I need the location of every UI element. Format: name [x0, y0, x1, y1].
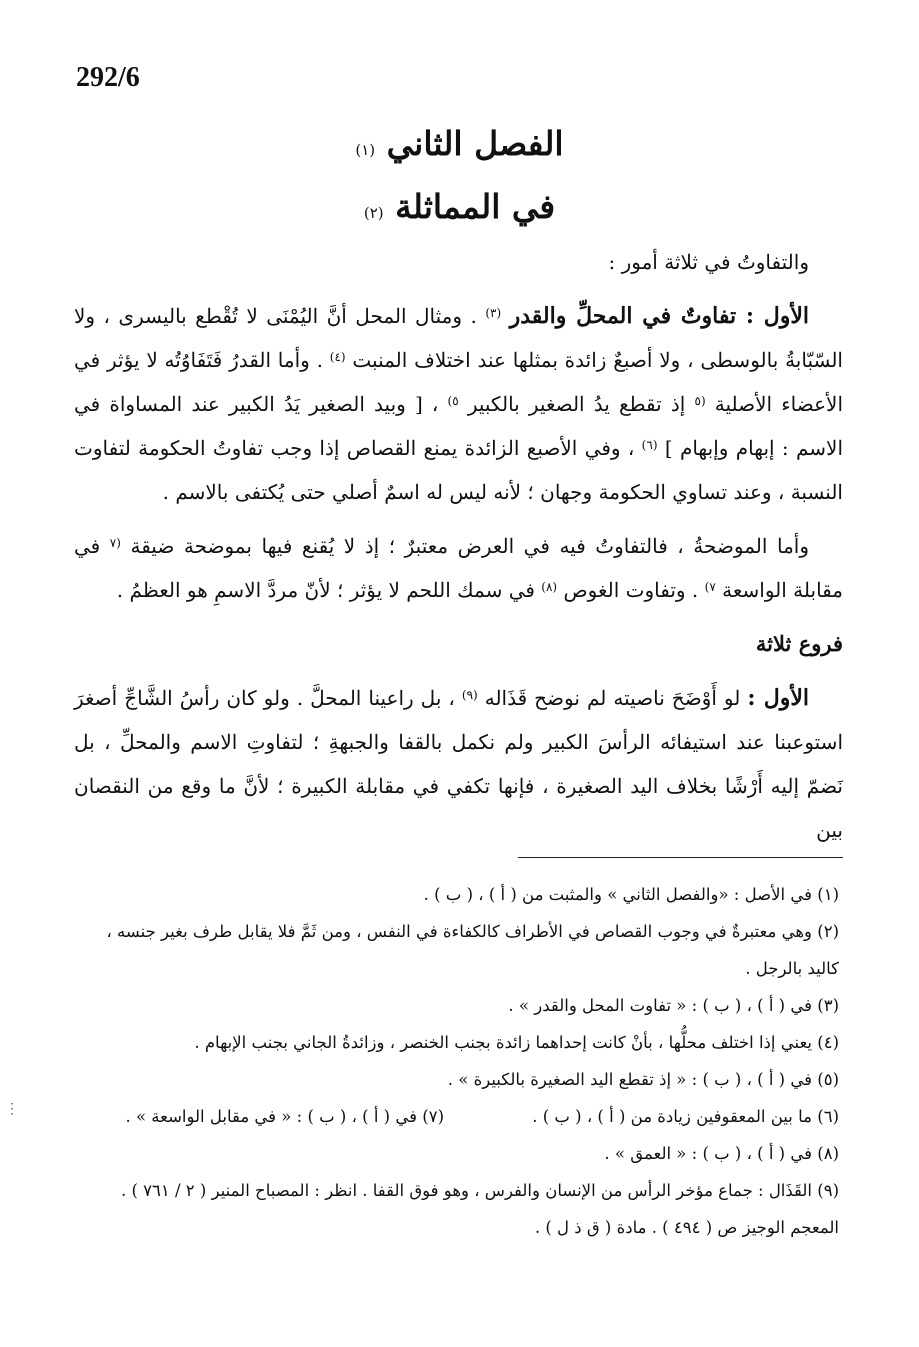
footnote-ref: (٣) [485, 306, 502, 320]
footnote-ref: (٧ [109, 536, 121, 550]
footnote-ref: (٩) [461, 688, 478, 702]
chapter-title [0, 124, 919, 163]
paragraph-wound [74, 524, 843, 612]
page-number: 292/6 [76, 62, 140, 93]
margin-mark: ⋮ [5, 1101, 19, 1117]
footnote-7: (٧) في ( أ ) ، ( ب ) : « في مقابل الواسعة » . [125, 1107, 444, 1126]
paragraph-text: . وتفاوت الغوص [563, 578, 699, 602]
paragraph-text: . ومثال المحل أنَّ اليُمْنَى لا تُقْطع باليسرى ، ولا السّبّابةُ بالوسطى ، ولا أصبعٌ زائدة بمثلها عند اختلاف المنبت [74, 304, 843, 372]
paragraph-text: في سمك اللحم لا يؤثر ؛ لأنّ مردَّ الاسمِ هو العظمُ . [116, 578, 535, 602]
footnotes [74, 876, 839, 1246]
footnote-divider [518, 857, 843, 858]
paragraph-text: لو أَوْضَحَ ناصيته لم نوضح قَذَاله [484, 686, 741, 710]
main-text [74, 240, 843, 852]
paragraph-branch-one [74, 676, 843, 852]
footnote-8: (٨) في ( أ ) ، ( ب ) : « العمق » . [604, 1144, 839, 1163]
paragraph-lead: الأول : [747, 685, 810, 711]
chapter-title-footnote-ref: (١) [355, 141, 376, 159]
footnote-9: (٩) القَذَال : جماع مؤخر الرأس من الإنسان والفرس ، وهو فوق القفا . انظر : المصباح المنير ( ٢ / ٧٦١ ) . المعجم الوجيز ص ( ٤٩٤ ) . مادة ( ق ذ ل ) . [120, 1181, 839, 1237]
footnote-5: (٥) في ( أ ) ، ( ب ) : « إذ تقطع اليد الصغيرة بالكبيرة » . [447, 1070, 839, 1089]
chapter-subtitle-text: في المماثلة [395, 187, 556, 226]
chapter-title-text: الفصل الثاني [386, 124, 564, 163]
footnote-ref: ٧) [704, 580, 716, 594]
chapter-subtitle [0, 187, 919, 226]
chapter-subtitle-footnote-ref: (٢) [363, 204, 384, 222]
paragraph-text: في مقابلة الواسعة [74, 534, 843, 602]
footnote-6: (٦) ما بين المعقوفين زيادة من ( أ ) ، ( ب ) . [532, 1107, 839, 1126]
footnote-ref: (٨) [541, 580, 558, 594]
footnote-ref: (٦) [641, 438, 658, 452]
paragraph-text: ، [ وبيد الصغير يَدُ الكبير عند المساواة في الاسم : إبهام وإبهام ] [74, 392, 843, 460]
footnote-4: (٤) يعني إذا اختلف محلُّها ، بأنْ كانت إحداهما زائدة بجنب الخنصر ، وزائدةُ الجاني بجنب الإبهام . [194, 1033, 839, 1052]
paragraph-text: ، وفي الأصبع الزائدة يمنع القصاص إذا وجب تفاوتُ الحكومة لتفاوت النسبة ، وعند تساوي الحكومة وجهان ؛ لأنه ليس له اسمٌ أصلي حتى يُكتفى بالاسم . [74, 436, 843, 504]
paragraph-text: . وأما القدرُ فَتَفَاوُتُه لا يؤثر في الأعضاء الأصلية [74, 348, 843, 416]
paragraph-text: وأما الموضحةُ ، فالتفاوتُ فيه في العرض معتبرٌ ؛ إذ لا يُقنع فيها بموضحة ضيقة [130, 534, 810, 558]
intro-line: والتفاوتُ في ثلاثة أمور : [608, 250, 809, 274]
footnote-3: (٣) في ( أ ) ، ( ب ) : « تفاوت المحل والقدر » . [508, 996, 839, 1015]
paragraph-text: ، بل راعينا المحلَّ . ولو كان رأسُ الشَّاجِّ أصغرَ استوعبنا عند استيفائه الرأسَ الكبير ولم نكمل بالقفا والجبهةِ ؛ لتفاوتِ الاسم والمحلِّ ، بل نَضمّ إليه أَرْشًا بخلاف اليد الصغيرة ، فإنها تكفي في مقابلة الكبيرة ؛ لأنَّ ما وقع من النقصان بين [74, 686, 843, 842]
footnote-1: (١) في الأصل : «والفصل الثاني » والمثبت من ( أ ) ، ( ب ) . [423, 885, 839, 904]
paragraph-text: إذ تقطع يدُ الصغير بالكبير [467, 392, 686, 416]
footnote-pair [74, 1098, 839, 1135]
subheading: فروع ثلاثة [755, 631, 843, 656]
footnote-2: (٢) وهي معتبرةٌ في وجوب القصاص في الأطراف كالكفاءة في النفس ، ومن ثَمَّ فلا يقابل طرف بغير جنسه ، كاليد بالرجل . [106, 922, 839, 978]
paragraph-lead: الأول : تفاوتٌ في المحلِّ والقدر [509, 303, 810, 329]
paragraph-first-matter [74, 294, 843, 514]
footnote-ref: ٥) [447, 394, 459, 408]
footnote-ref: (٤) [329, 350, 346, 364]
footnote-ref: (٥ [694, 394, 706, 408]
